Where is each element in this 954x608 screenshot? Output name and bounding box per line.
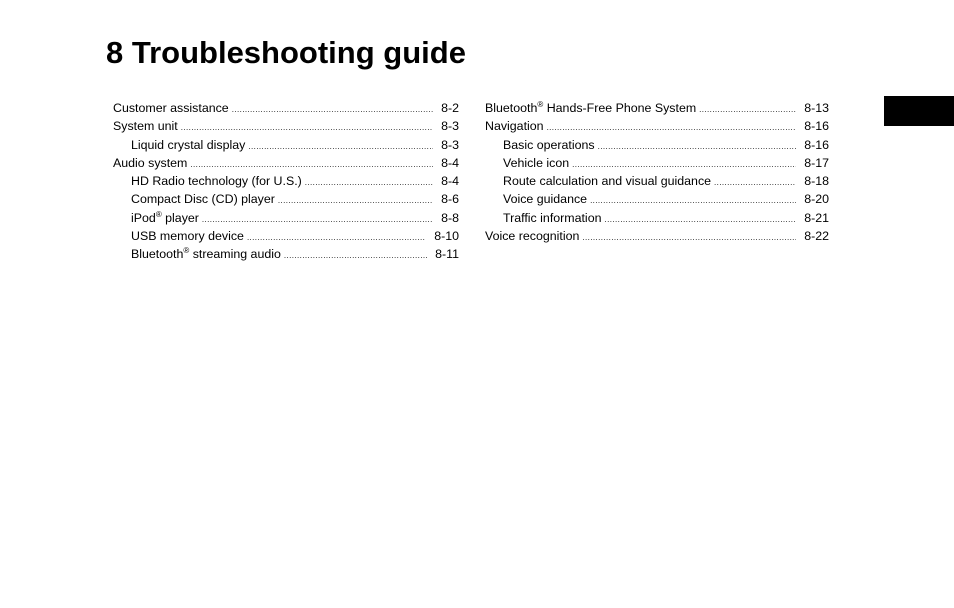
toc-entry-label [485,117,544,135]
toc-entry-title: iPod [131,210,156,225]
toc-entry-title: Compact Disc (CD) player [131,192,275,207]
toc-entry[interactable] [113,209,459,227]
toc-entry-page-number: 8-16 [804,119,829,134]
toc-entry-title: Basic operations [503,137,595,152]
toc-entry-title: Vehicle icon [503,155,570,170]
dot-leader [278,192,433,210]
toc-entry-title: Voice guidance [503,192,588,207]
toc-entry-title-suffix: player [161,210,199,225]
toc-right-column [485,99,829,245]
dot-leader [305,174,433,192]
toc-entry[interactable] [485,154,829,172]
toc-entry[interactable] [113,245,459,263]
toc-entry-page-number: 8-11 [435,247,459,262]
toc-entry-title: Customer assistance [113,101,229,115]
toc-left-column [113,99,459,264]
toc-entry[interactable] [485,209,829,227]
chapter-thumb-tab [884,96,954,126]
toc-entry-page-number: 8-8 [441,210,459,225]
toc-entry-title: System unit [113,119,178,134]
toc-entry-title-suffix: streaming audio [189,247,281,262]
toc-entry[interactable] [485,99,829,117]
dot-leader [590,192,796,210]
toc-entry-label [485,99,696,117]
dot-leader [248,138,433,156]
toc-entry-page-number: 8-17 [804,155,829,170]
toc-entry[interactable] [113,172,459,190]
toc-entry-title: Audio system [113,155,188,170]
toc-entry-page-number: 8-4 [441,155,459,170]
toc-entry-page-number: 8-3 [441,119,459,134]
toc-entry[interactable] [113,99,459,117]
dot-leader [598,138,797,156]
toc-entry-page-number: 8-18 [804,174,829,189]
toc-entry-title: USB memory device [131,229,244,244]
toc-entry-title: Voice recognition [485,229,580,244]
dot-leader [604,211,796,229]
dot-leader [582,229,796,247]
toc-entry-label [503,154,569,172]
toc-entry-title: Traffic information [503,210,602,225]
dot-leader [232,101,433,119]
toc-entry-label [503,136,595,154]
toc-entry[interactable] [113,227,459,245]
dot-leader [699,101,796,119]
toc-entry[interactable] [485,117,829,135]
toc-entry[interactable] [485,227,829,245]
toc-entry-page-number: 8-16 [804,137,829,152]
registered-mark: ® [155,209,162,219]
toc-entry-page-number: 8-22 [804,229,829,244]
toc-entry-label [503,190,587,208]
toc-entry[interactable] [113,190,459,208]
dot-leader [714,174,796,192]
toc-entry-title: Navigation [485,119,544,134]
toc-entry-label [131,136,245,154]
toc-entry[interactable] [113,117,459,135]
toc-entry-title: HD Radio technology (for U.S.) [131,174,302,189]
toc-entry[interactable] [485,172,829,190]
toc-entry-page-number: 8-20 [804,192,829,207]
toc-entry-label [485,227,579,245]
toc-entry-label [131,190,275,208]
toc-entry-title: Bluetooth [131,247,184,262]
toc-entry-page-number: 8-13 [804,101,829,115]
page-title: 8 Troubleshooting guide [106,35,466,70]
toc-entry[interactable] [113,154,459,172]
toc-entry-page-number: 8-2 [441,101,459,115]
registered-mark: ® [537,100,544,109]
toc-entry-title-suffix: Hands-Free Phone System [543,101,697,115]
toc-entry-label [113,154,187,172]
toc-entry[interactable] [485,190,829,208]
toc-entry[interactable] [113,136,459,154]
toc-entry[interactable] [485,136,829,154]
toc-entry-page-number: 8-21 [804,210,829,225]
toc-entry-title: Liquid crystal display [131,137,246,152]
toc-entry-page-number: 8-10 [434,229,459,244]
toc-entry-label [113,117,178,135]
toc-entry-page-number: 8-3 [441,137,459,152]
toc-entry-page-number: 8-4 [441,174,459,189]
toc-entry-label [113,99,229,117]
toc-entry-page-number: 8-6 [441,192,459,207]
toc-entry-label [503,172,711,190]
toc-entry-label [131,227,244,245]
toc-entry-label [131,209,199,227]
toc-entry-title: Bluetooth [485,101,538,115]
toc-entry-label [131,245,281,263]
toc-entry-title: Route calculation and visual guidance [503,174,712,189]
toc-entry-label [131,172,302,190]
registered-mark: ® [183,246,190,256]
dot-leader [284,247,427,265]
toc-entry-label [503,209,601,227]
